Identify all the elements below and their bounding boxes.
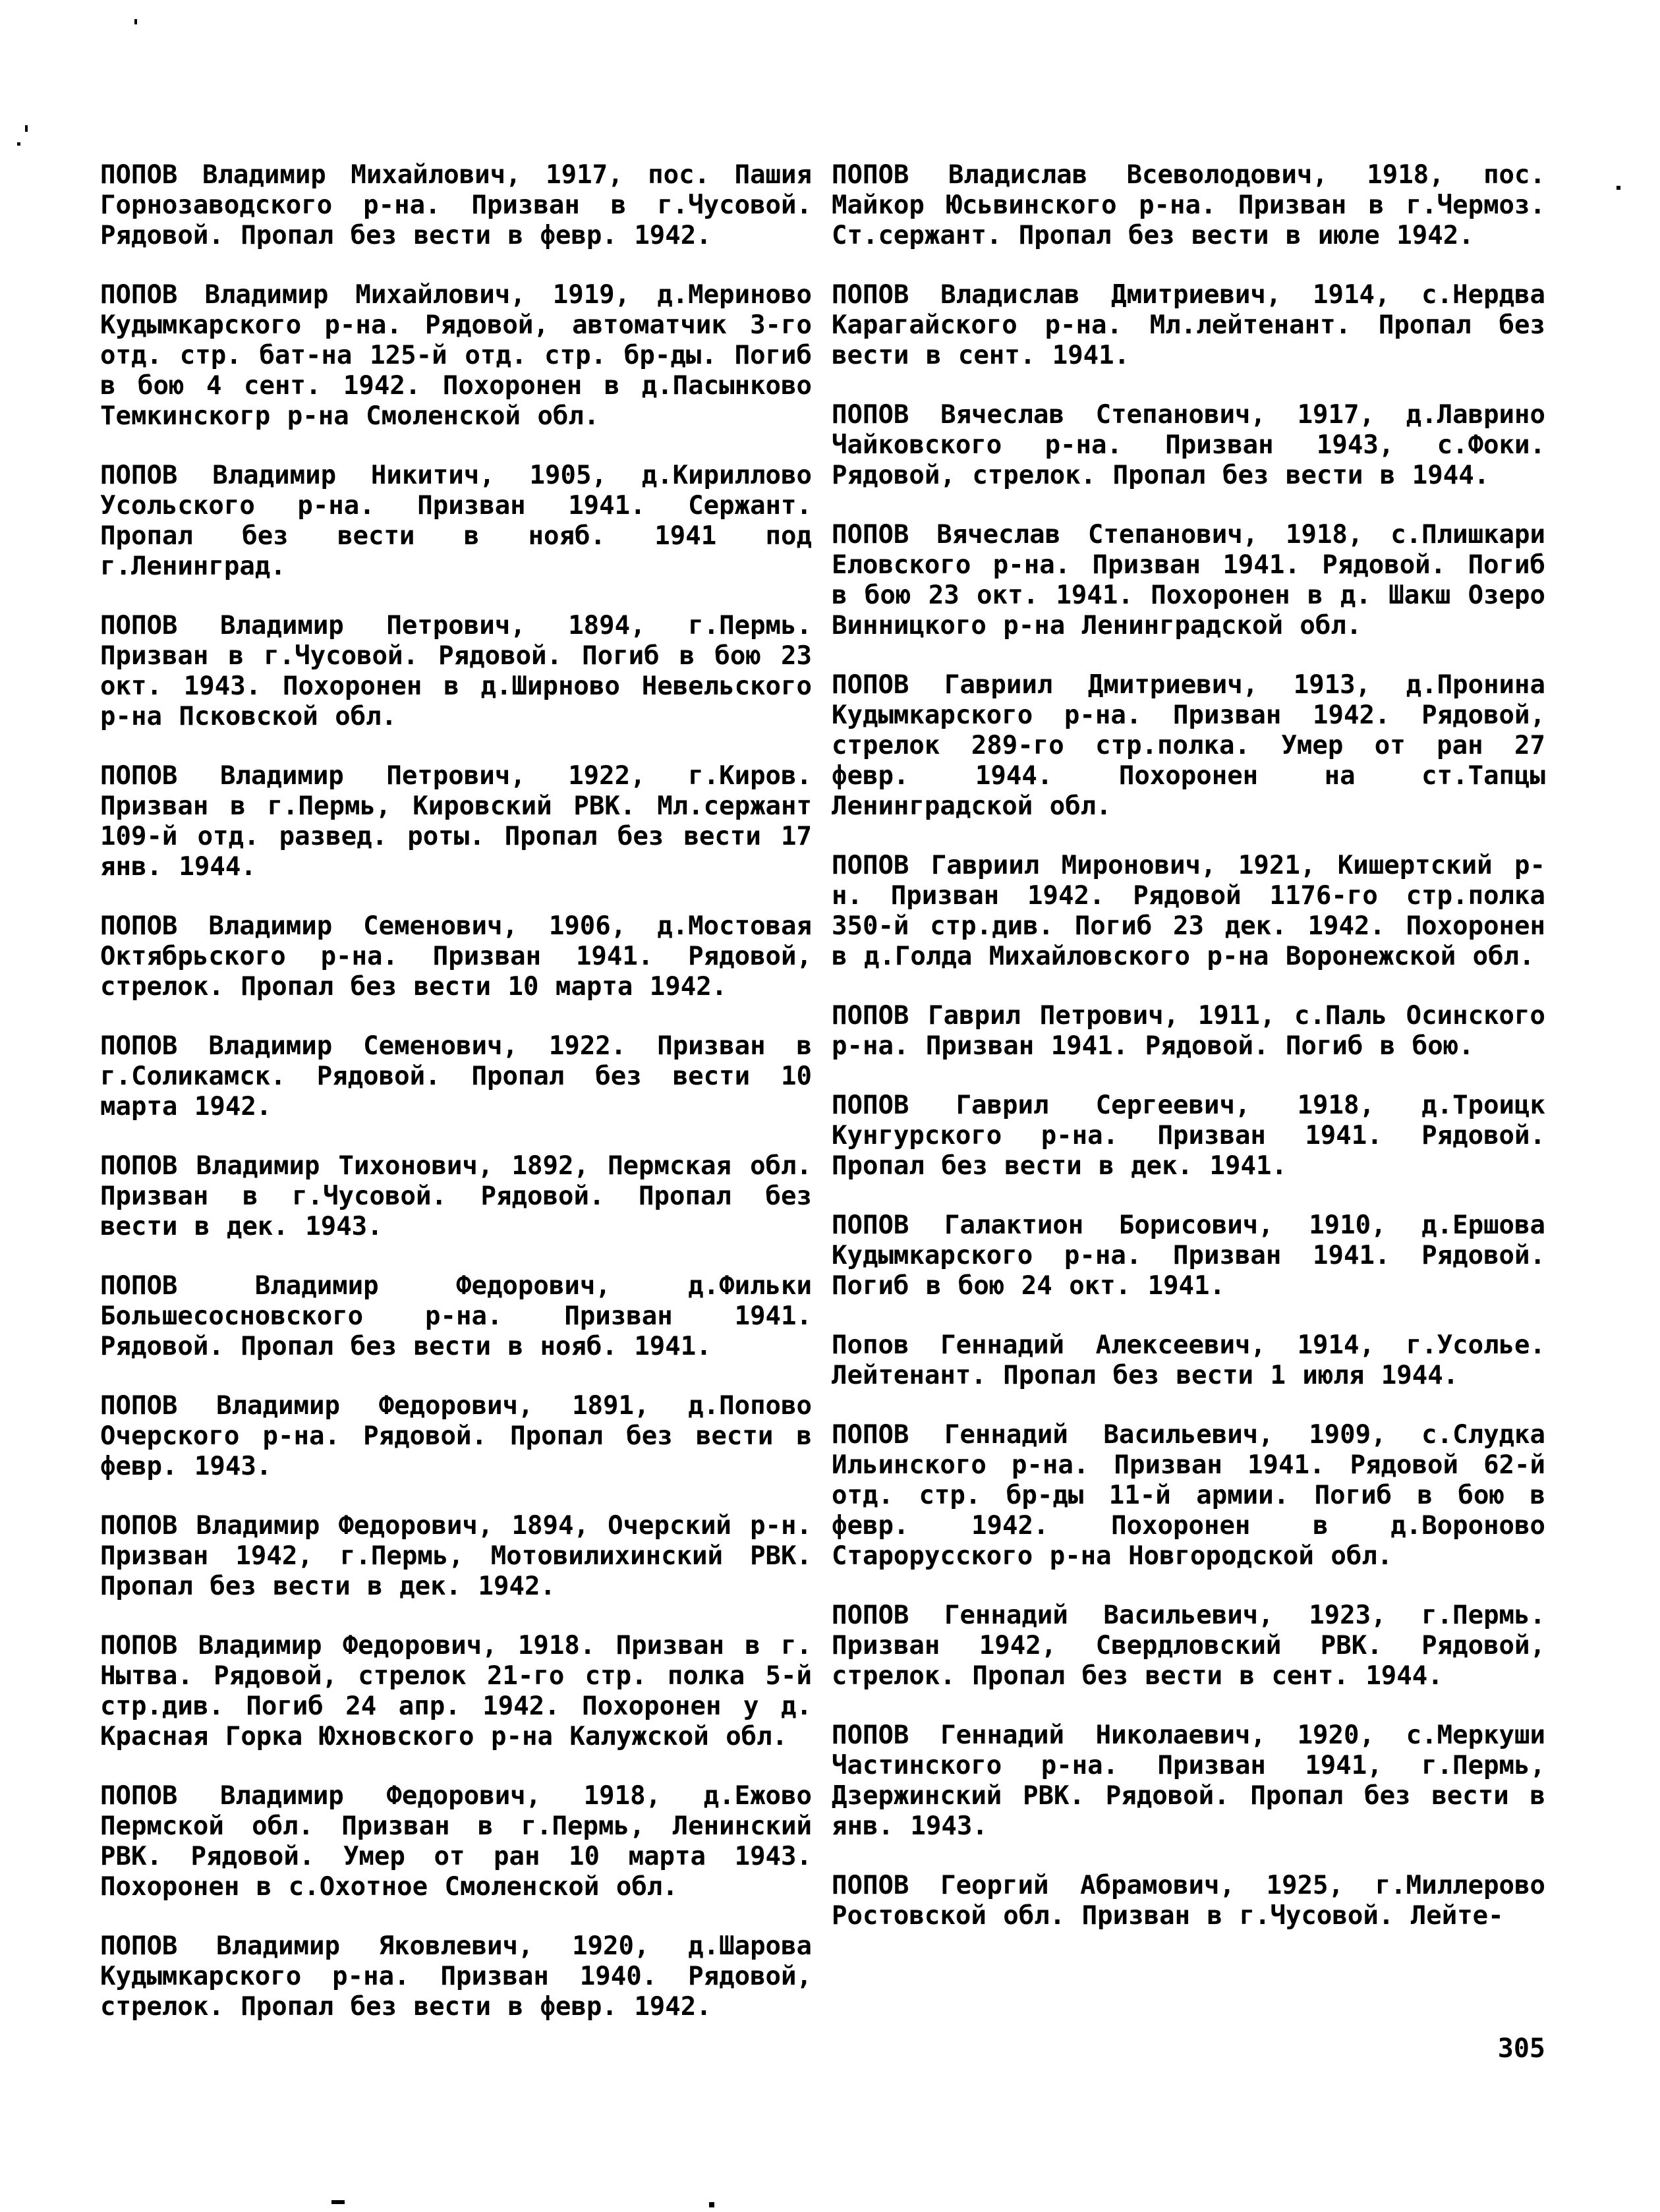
right-column <box>832 160 1545 1960</box>
memorial-entry: ПОПОВ Владимир Федорович, 1918, д.Ежово Пермской обл. Призван в г.Пермь, Ленинский РВК. Рядовой. Умер от ран 10 марта 1943. Похоронен в с.Охотное Смоленской обл. <box>100 1781 812 1902</box>
memorial-entry: ПОПОВ Владимир Никитич, 1905, д.Кириллово Усольского р-на. Призван 1941. Сержант. Пропал без вести в нояб. 1941 под г.Ленинград. <box>100 461 812 581</box>
page-number: 305 <box>1497 2033 1545 2064</box>
memorial-entry: ПОПОВ Владимир Федорович, 1918. Призван в г. Нытва. Рядовой, стрелок 21-го стр. полка 5-й стр.див. Погиб 24 апр. 1942. Похоронен у д. Красная Горка Юхновского р-на Калужской обл. <box>100 1631 812 1751</box>
memorial-entry: ПОПОВ Владимир Петрович, 1894, г.Пермь. Призван в г.Чусовой. Рядовой. Погиб в бою 23 окт. 1943. Похоронен в д.Ширново Невельского р-на Псковской обл. <box>100 611 812 731</box>
memorial-entry: ПОПОВ Владислав Дмитриевич, 1914, с.Нердва Карагайского р-на. Мл.лейтенант. Пропал без вести в сент. 1941. <box>832 280 1545 370</box>
memorial-entry: ПОПОВ Владимир Федорович, д.Фильки Большесосновского р-на. Призван 1941. Рядовой. Пропал без вести в нояб. 1941. <box>100 1271 812 1361</box>
memorial-entry: ПОПОВ Гавриил Дмитриевич, 1913, д.Пронина Кудымкарского р-на. Призван 1942. Рядовой, стрелок 289-го стр.полка. Умер от ран 27 февр. 1944. Похоронен на ст.Тапцы Ленинградской обл. <box>832 670 1545 821</box>
scan-speck <box>1617 186 1620 190</box>
memorial-entry: ПОПОВ Владимир Михайлович, 1917, пос. Пашия Горнозаводского р-на. Призван в г.Чусовой. Рядовой. Пропал без вести в февр. 1942. <box>100 160 812 250</box>
scan-speck <box>134 19 137 24</box>
scan-speck <box>709 2202 714 2207</box>
left-column <box>100 160 812 2051</box>
memorial-entry: ПОПОВ Вячеслав Степанович, 1918, с.Плишкари Еловского р-на. Призван 1941. Рядовой. Погиб в бою 23 окт. 1941. Похоронен в д. Шакш Озеро Винницкого р-на Ленинградской обл. <box>832 520 1545 640</box>
memorial-entry: Попов Геннадий Алексеевич, 1914, г.Усолье. Лейтенант. Пропал без вести 1 июля 1944. <box>832 1330 1545 1390</box>
memorial-entry: ПОПОВ Гавриил Миронович, 1921, Кишертский р-н. Призван 1942. Рядовой 1176-го стр.полка 350-й стр.див. Погиб 23 дек. 1942. Похоронен в д.Голда Михайловского р-на Воронежской обл. <box>832 851 1545 971</box>
memorial-entry: ПОПОВ Владимир Петрович, 1922, г.Киров. Призван в г.Пермь, Кировский РВК. Мл.сержант 109-й отд. развед. роты. Пропал без вести 17 янв. 1944. <box>100 761 812 882</box>
memorial-entry: ПОПОВ Владимир Федорович, 1891, д.Попово Очерского р-на. Рядовой. Пропал без вести в февр. 1943. <box>100 1391 812 1481</box>
memorial-entry: ПОПОВ Геннадий Васильевич, 1909, с.Слудка Ильинского р-на. Призван 1941. Рядовой 62-й отд. стр. бр-ды 11-й армии. Погиб в бою в февр. 1942. Похоронен в д.Вороново Старорусского р-на Новгородской обл. <box>832 1420 1545 1571</box>
scan-speck <box>331 2200 345 2204</box>
memorial-entry: ПОПОВ Владимир Семенович, 1906, д.Мостовая Октябрьского р-на. Призван 1941. Рядовой, стрелок. Пропал без вести 10 марта 1942. <box>100 911 812 1002</box>
memorial-entry: ПОПОВ Гаврил Петрович, 1911, с.Паль Осинского р-на. Призван 1941. Рядовой. Погиб в бою. <box>832 1001 1545 1061</box>
memorial-entry: ПОПОВ Геннадий Николаевич, 1920, с.Меркуши Частинского р-на. Призван 1941, г.Пермь, Дзержинский РВК. Рядовой. Пропал без вести в янв. 1943. <box>832 1720 1545 1841</box>
memorial-entry: ПОПОВ Владимир Яковлевич, 1920, д.Шарова Кудымкарского р-на. Призван 1940. Рядовой, стрелок. Пропал без вести в февр. 1942. <box>100 1931 812 2022</box>
scan-speck <box>17 142 20 146</box>
memorial-entry: ПОПОВ Геннадий Васильевич, 1923, г.Пермь. Призван 1942, Свердловский РВК. Рядовой, стрелок. Пропал без вести в сент. 1944. <box>832 1601 1545 1691</box>
scan-speck <box>25 125 28 132</box>
memorial-entry: ПОПОВ Владимир Федорович, 1894, Очерский р-н. Призван 1942, г.Пермь, Мотовилихинский РВК. Пропал без вести в дек. 1942. <box>100 1511 812 1601</box>
memorial-entry: ПОПОВ Вячеслав Степанович, 1917, д.Лаврино Чайковского р-на. Призван 1943, с.Фоки. Рядовой, стрелок. Пропал без вести в 1944. <box>832 400 1545 490</box>
memorial-entry: ПОПОВ Владимир Михайлович, 1919, д.Мериново Кудымкарского р-на. Рядовой, автоматчик 3-го отд. стр. бат-на 125-й отд. стр. бр-ды. Погиб в бою 4 сент. 1942. Похоронен в д.Пасынково Темкинскогр р-на Смоленской обл. <box>100 280 812 431</box>
memorial-entry: ПОПОВ Гаврил Сергеевич, 1918, д.Троицк Кунгурского р-на. Призван 1941. Рядовой. Пропал без вести в дек. 1941. <box>832 1091 1545 1181</box>
memorial-entry: ПОПОВ Владимир Тихонович, 1892, Пермская обл. Призван в г.Чусовой. Рядовой. Пропал без вести в дек. 1943. <box>100 1151 812 1241</box>
memorial-entry: ПОПОВ Владимир Семенович, 1922. Призван в г.Соликамск. Рядовой. Пропал без вести 10 марта 1942. <box>100 1031 812 1121</box>
memorial-entry: ПОПОВ Георгий Абрамович, 1925, г.Миллерово Ростовской обл. Призван в г.Чусовой. Лейте- <box>832 1871 1545 1931</box>
memorial-entry: ПОПОВ Владислав Всеволодович, 1918, пос. Майкор Юсьвинского р-на. Призван в г.Чермоз. Ст.сержант. Пропал без вести в июле 1942. <box>832 160 1545 250</box>
memorial-entry: ПОПОВ Галактион Борисович, 1910, д.Ершова Кудымкарского р-на. Призван 1941. Рядовой. Погиб в бою 24 окт. 1941. <box>832 1210 1545 1301</box>
